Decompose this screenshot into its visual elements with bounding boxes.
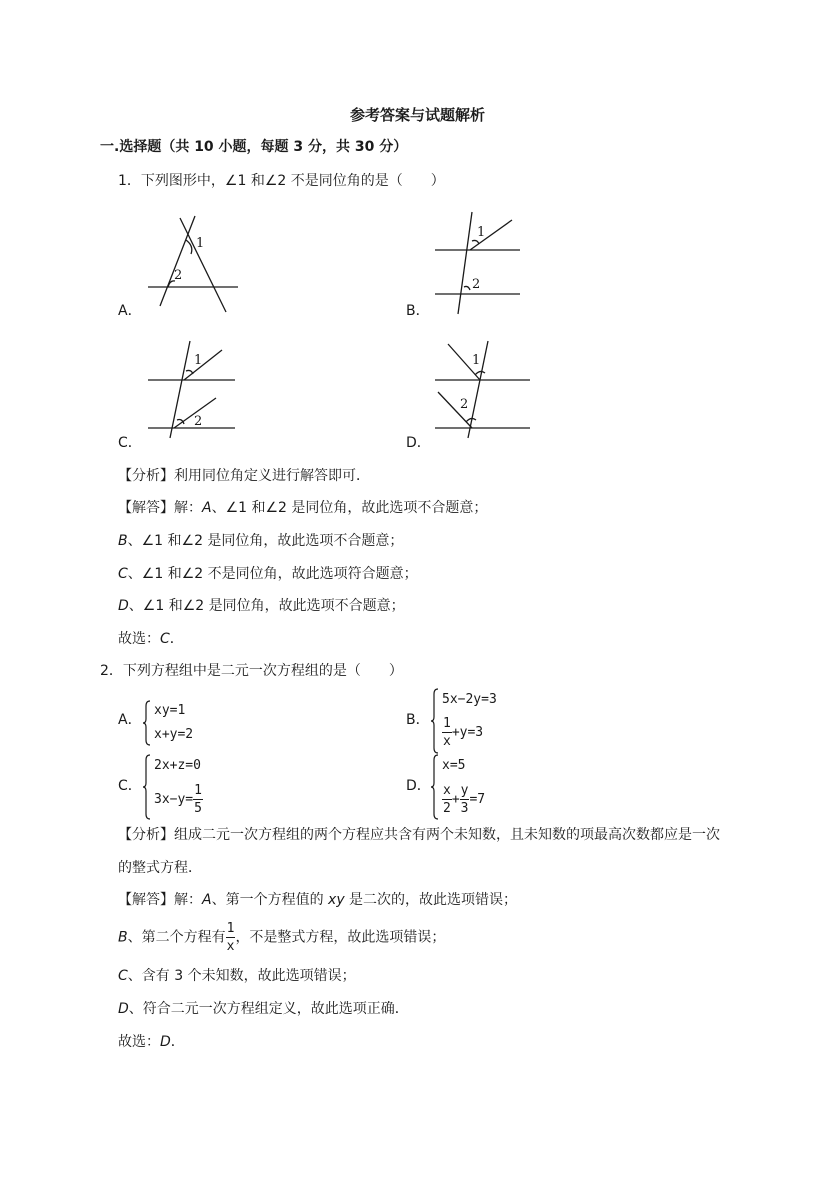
equation-2 xyxy=(442,784,485,815)
q1-option-b-label: B． xyxy=(406,303,430,319)
q2-solution-line-b xyxy=(118,922,445,953)
fraction xyxy=(442,717,452,748)
angle-1-arc xyxy=(472,240,479,244)
brace-icon xyxy=(431,754,439,820)
fraction xyxy=(226,922,236,953)
solution-text: 、∠1 和∠2 是同位角，故此选项不合题意； xyxy=(211,500,488,516)
analysis-text: 组成二元一次方程组的两个方程应共含有两个未知数，且未知数的项最高次数都应是一次 xyxy=(174,827,720,843)
numerator: y xyxy=(460,783,469,798)
angle-2-arc xyxy=(464,286,470,290)
answer-lead: 故选： xyxy=(118,631,160,647)
transversal-line xyxy=(180,218,226,312)
q2-stem: 2．下列方程组中是二元一次方程组的是（ ） xyxy=(100,663,403,679)
angle-2-label: 2 xyxy=(174,268,183,283)
transversal-line xyxy=(160,216,195,306)
equation-1: xy=1 xyxy=(154,703,186,718)
solution-text: 、第一个方程值的 xyxy=(211,892,329,908)
solution-tag: 【解答】 xyxy=(118,500,174,516)
q2-option-b-label: B． xyxy=(406,712,430,728)
q1-figure-c xyxy=(140,338,250,443)
q2-answer xyxy=(118,1035,185,1049)
denominator: 2 xyxy=(443,801,451,816)
fraction xyxy=(193,784,203,815)
solution-text: 、∠1 和∠2 是同位角，故此选项不合题意； xyxy=(127,533,404,549)
solution-text: 、第二个方程有 xyxy=(127,929,226,946)
analysis-tag: 【分析】 xyxy=(118,468,174,484)
brace-icon xyxy=(143,754,151,820)
denominator: 5 xyxy=(194,801,202,816)
equation-2 xyxy=(154,784,203,815)
equation-rest: =7 xyxy=(469,792,486,807)
q1-option-c-label: C． xyxy=(118,435,142,451)
fraction xyxy=(442,784,452,815)
analysis-tag: 【分析】 xyxy=(118,827,174,843)
solution-text: 、∠1 和∠2 不是同位角，故此选项符合题意； xyxy=(127,566,418,582)
option-letter: B xyxy=(118,533,128,549)
equation-1: x=5 xyxy=(442,758,466,773)
option-letter: D xyxy=(118,598,129,614)
angle-1-label: 1 xyxy=(196,236,205,251)
fraction xyxy=(460,784,470,815)
answer-lead: 故选： xyxy=(118,1034,160,1050)
answer-end: ． xyxy=(170,1034,185,1050)
equation-2 xyxy=(442,717,483,748)
answer-end: ． xyxy=(169,631,184,647)
angle-1-arc xyxy=(475,371,485,375)
q2-system-a xyxy=(143,700,223,746)
option-letter: B xyxy=(118,929,128,946)
brace-icon xyxy=(431,688,439,754)
option-letter: C xyxy=(118,968,128,984)
answer-letter: C xyxy=(160,631,170,647)
angle-2-label: 2 xyxy=(472,277,481,292)
solution-tag: 【解答】 xyxy=(118,892,174,908)
q1-option-a-label: A． xyxy=(118,303,142,319)
solution-text: ，不是整式方程，故此选项错误； xyxy=(235,929,446,946)
variable: xy xyxy=(328,892,345,908)
solution-text: 、符合二元一次方程组定义，故此选项正确． xyxy=(128,1001,409,1017)
q2-solution-line-d xyxy=(118,1002,409,1016)
q1-analysis xyxy=(118,469,370,483)
q2-option-a-label: A． xyxy=(118,712,142,728)
brace-icon xyxy=(143,700,151,746)
q1-figure-b xyxy=(430,208,540,318)
equation-1: 5x−2y=3 xyxy=(442,692,497,707)
plus-sign: + xyxy=(451,792,460,807)
q1-solution-line-a xyxy=(118,501,487,515)
angle-1-label: 1 xyxy=(194,353,203,368)
solution-lead: 解： xyxy=(174,892,202,908)
answer-letter: D xyxy=(160,1034,171,1050)
q2-option-d-label: D． xyxy=(406,778,431,794)
q2-system-d xyxy=(431,754,531,820)
transversal-line xyxy=(458,212,472,314)
angle-1-arc xyxy=(186,240,192,254)
option-letter: A xyxy=(202,500,212,516)
q1-figure-d xyxy=(430,338,540,443)
option-letter: A xyxy=(202,892,212,908)
equation-lead: 3x−y= xyxy=(154,792,194,807)
solution-text: 、∠1 和∠2 是同位角，故此选项不合题意； xyxy=(128,598,405,614)
page-title: 参考答案与试题解析 xyxy=(350,106,486,124)
option-letter: C xyxy=(118,566,128,582)
numerator: 1 xyxy=(443,716,451,731)
ray-line xyxy=(184,350,222,380)
q2-system-b xyxy=(431,688,521,754)
q2-analysis-line-2: 的整式方程． xyxy=(118,860,202,876)
q2-solution-line-a xyxy=(118,893,517,907)
q2-solution-line-c xyxy=(118,969,356,983)
solution-text: 是二次的，故此选项错误； xyxy=(344,892,518,908)
angle-2-label: 2 xyxy=(194,414,203,429)
numerator: 1 xyxy=(226,921,235,936)
q1-stem: 1．下列图形中，∠1 和∠2 不是同位角的是（ ） xyxy=(118,173,445,189)
solution-lead: 解： xyxy=(174,500,202,516)
option-letter: D xyxy=(118,1001,129,1017)
denominator: 3 xyxy=(460,801,469,816)
angle-1-label: 1 xyxy=(477,225,486,240)
q1-figure-a xyxy=(140,210,250,315)
q1-solution-line-c xyxy=(118,567,418,581)
q1-answer xyxy=(118,632,184,646)
equation-1: 2x+z=0 xyxy=(154,758,201,773)
q2-analysis-line-1 xyxy=(118,828,720,842)
equation-2: x+y=2 xyxy=(154,727,194,742)
section-heading: 一.选择题（共 10 小题，每题 3 分，共 30 分） xyxy=(100,139,408,155)
angle-2-label: 2 xyxy=(460,397,469,412)
q1-option-d-label: D． xyxy=(406,435,431,451)
analysis-text: 利用同位角定义进行解答即可． xyxy=(174,468,370,484)
denominator: x xyxy=(226,939,235,954)
numerator: x xyxy=(443,783,451,798)
q2-system-c xyxy=(143,754,233,820)
denominator: x xyxy=(443,734,451,749)
q2-option-c-label: C． xyxy=(118,778,142,794)
solution-text: 、含有 3 个未知数，故此选项错误； xyxy=(127,968,356,984)
q1-solution-line-b xyxy=(118,534,403,548)
equation-rest: +y=3 xyxy=(451,725,484,740)
q1-solution-line-d xyxy=(118,599,405,613)
angle-1-label: 1 xyxy=(472,353,481,368)
numerator: 1 xyxy=(194,783,202,798)
